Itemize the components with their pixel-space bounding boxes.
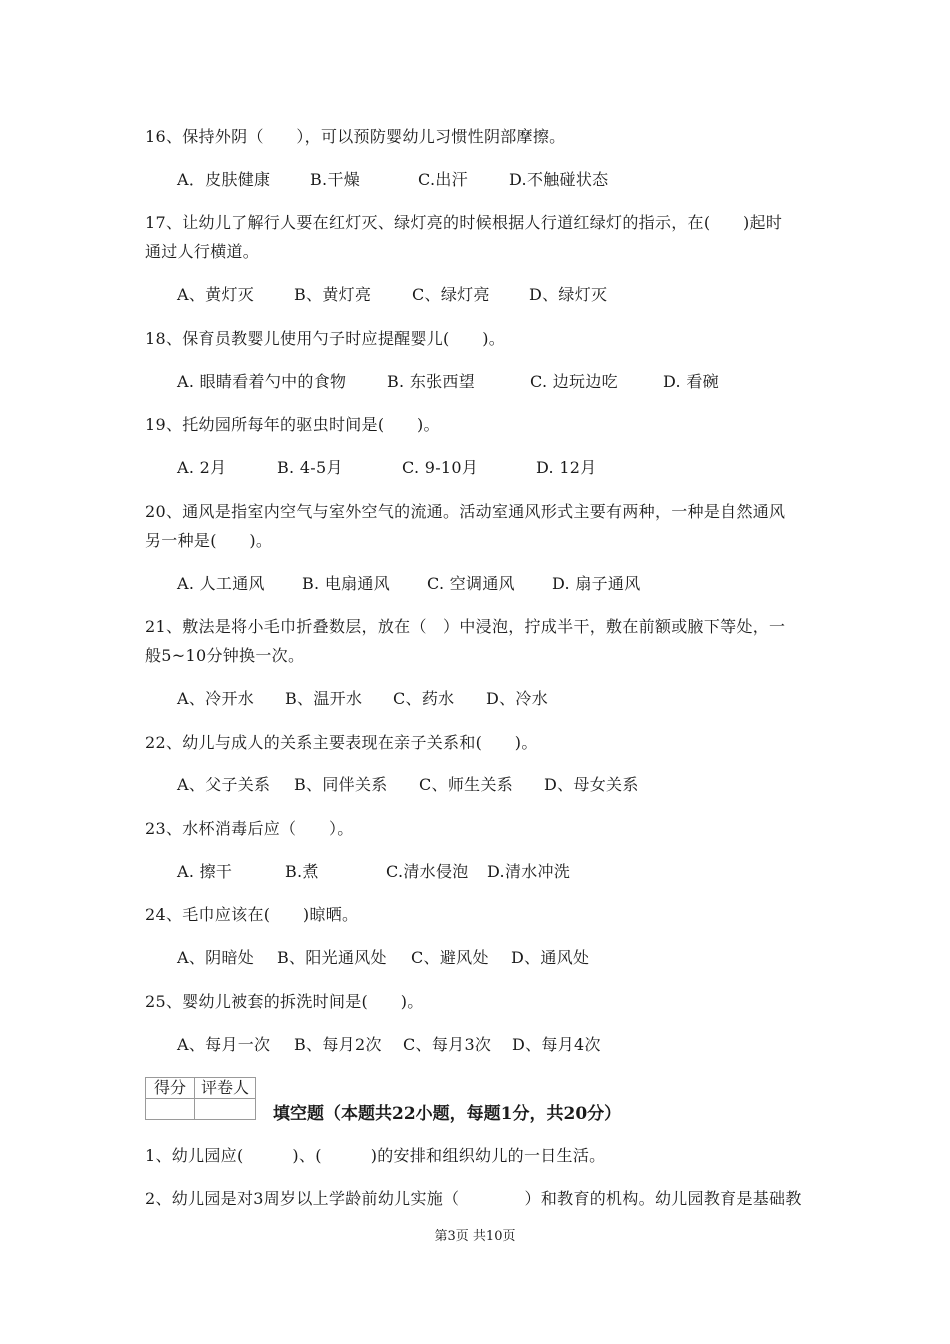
question-17-stem-line1: 17、让幼儿了解行人要在红灯灭、绿灯亮的时候根据人行道红绿灯的指示，在( )起时 (145, 213, 783, 232)
question-22-stem: 22、幼儿与成人的关系主要表现在亲子关系和( )。 (145, 733, 538, 752)
option-d: D. 扇子通风 (552, 574, 641, 593)
fill-blank-1: 1、幼儿园应( )、( )的安排和组织幼儿的一日生活。 (145, 1146, 606, 1165)
option-a: A、阴暗处 (177, 948, 255, 967)
option-c: C、每月3次 (403, 1035, 492, 1054)
option-d: D、每月4次 (512, 1035, 601, 1054)
question-23-options (177, 862, 570, 882)
question-18-options (177, 372, 719, 392)
score-box (145, 1077, 256, 1120)
option-c: C.清水侵泡 (386, 862, 469, 881)
option-b: B、同伴关系 (294, 775, 388, 794)
option-a: A、冷开水 (177, 689, 255, 708)
question-25-options (177, 1035, 601, 1055)
option-b: B. 电扇通风 (302, 574, 391, 593)
option-a: A．皮肤健康 (177, 170, 271, 189)
option-d: D、绿灯灭 (529, 285, 608, 304)
option-a: A. 眼睛看着勺中的食物 (177, 372, 347, 391)
option-c: C.出汗 (418, 170, 468, 189)
option-c: C、药水 (393, 689, 455, 708)
question-25-stem: 25、婴幼儿被套的拆洗时间是( )。 (145, 992, 424, 1011)
option-a: A. 2月 (177, 458, 227, 477)
option-b: B.煮 (285, 862, 319, 881)
option-c: C、避风处 (411, 948, 489, 967)
option-c: C. 空调通风 (427, 574, 515, 593)
option-d: D、母女关系 (544, 775, 639, 794)
question-20-stem-line1: 20、通风是指室内空气与室外空气的流通。活动室通风形式主要有两种，一种是自然通风 (145, 502, 786, 521)
question-21-stem-line1: 21、敷法是将小毛巾折叠数层，放在（ ）中浸泡，拧成半干，敷在前额或腋下等处，一 (145, 617, 786, 636)
page-footer: 第3页 共10页 (434, 1229, 516, 1244)
option-a: A、每月一次 (177, 1035, 271, 1054)
question-19-stem: 19、托幼园所每年的驱虫时间是( )。 (145, 415, 440, 434)
fill-blank-2: 2、幼儿园是对3周岁以上学龄前幼儿实施（ ）和教育的机构。幼儿园教育是基础教 (145, 1189, 802, 1208)
option-d: D.不触碰状态 (509, 170, 609, 189)
option-a: A. 人工通风 (177, 574, 265, 593)
question-24-stem: 24、毛巾应该在( )晾晒。 (145, 905, 359, 924)
question-17-options (177, 285, 607, 305)
score-cell[interactable] (146, 1099, 195, 1120)
option-d: D、通风处 (511, 948, 590, 967)
question-20-stem-line2: 另一种是( )。 (145, 531, 273, 550)
question-19-options (177, 458, 597, 478)
option-b: B、阳光通风处 (277, 948, 387, 967)
option-d: D. 看碗 (663, 372, 719, 391)
option-c: C、师生关系 (419, 775, 514, 794)
question-18-stem: 18、保育员教婴儿使用勺子时应提醒婴儿( )。 (145, 329, 506, 348)
option-b: B. 东张西望 (387, 372, 476, 391)
option-c: C、绿灯亮 (412, 285, 490, 304)
option-b: B. 4-5月 (277, 458, 343, 477)
grader-label: 评卷人 (195, 1078, 256, 1099)
option-d: D、冷水 (486, 689, 549, 708)
option-d: D.清水冲洗 (487, 862, 571, 881)
section-title: 填空题（本题共22小题，每题1分，共20分） (273, 1104, 622, 1124)
question-22-options (177, 775, 639, 795)
option-c: C. 边玩边吃 (530, 372, 618, 391)
question-21-stem-line2: 般5~10分钟换一次。 (145, 646, 305, 665)
option-a: A、父子关系 (177, 775, 271, 794)
question-23-stem: 23、水杯消毒后应（ ）。 (145, 819, 354, 838)
question-16-stem: 16、保持外阴（ ），可以预防婴幼儿习惯性阴部摩擦。 (145, 127, 566, 146)
option-a: A. 擦干 (177, 862, 233, 881)
question-24-options (177, 948, 589, 968)
question-21-options (177, 689, 548, 709)
question-20-options (177, 574, 641, 594)
option-d: D. 12月 (536, 458, 597, 477)
question-16-options (177, 170, 608, 190)
question-17-stem-line2: 通过人行横道。 (145, 242, 260, 261)
option-b: B、黄灯亮 (294, 285, 372, 304)
option-b: B、温开水 (285, 689, 363, 708)
option-b: B、每月2次 (294, 1035, 382, 1054)
option-c: C. 9-10月 (402, 458, 479, 477)
grader-cell[interactable] (195, 1099, 256, 1120)
option-a: A、黄灯灭 (177, 285, 255, 304)
option-b: B.干燥 (310, 170, 361, 189)
score-label: 得分 (146, 1078, 195, 1099)
